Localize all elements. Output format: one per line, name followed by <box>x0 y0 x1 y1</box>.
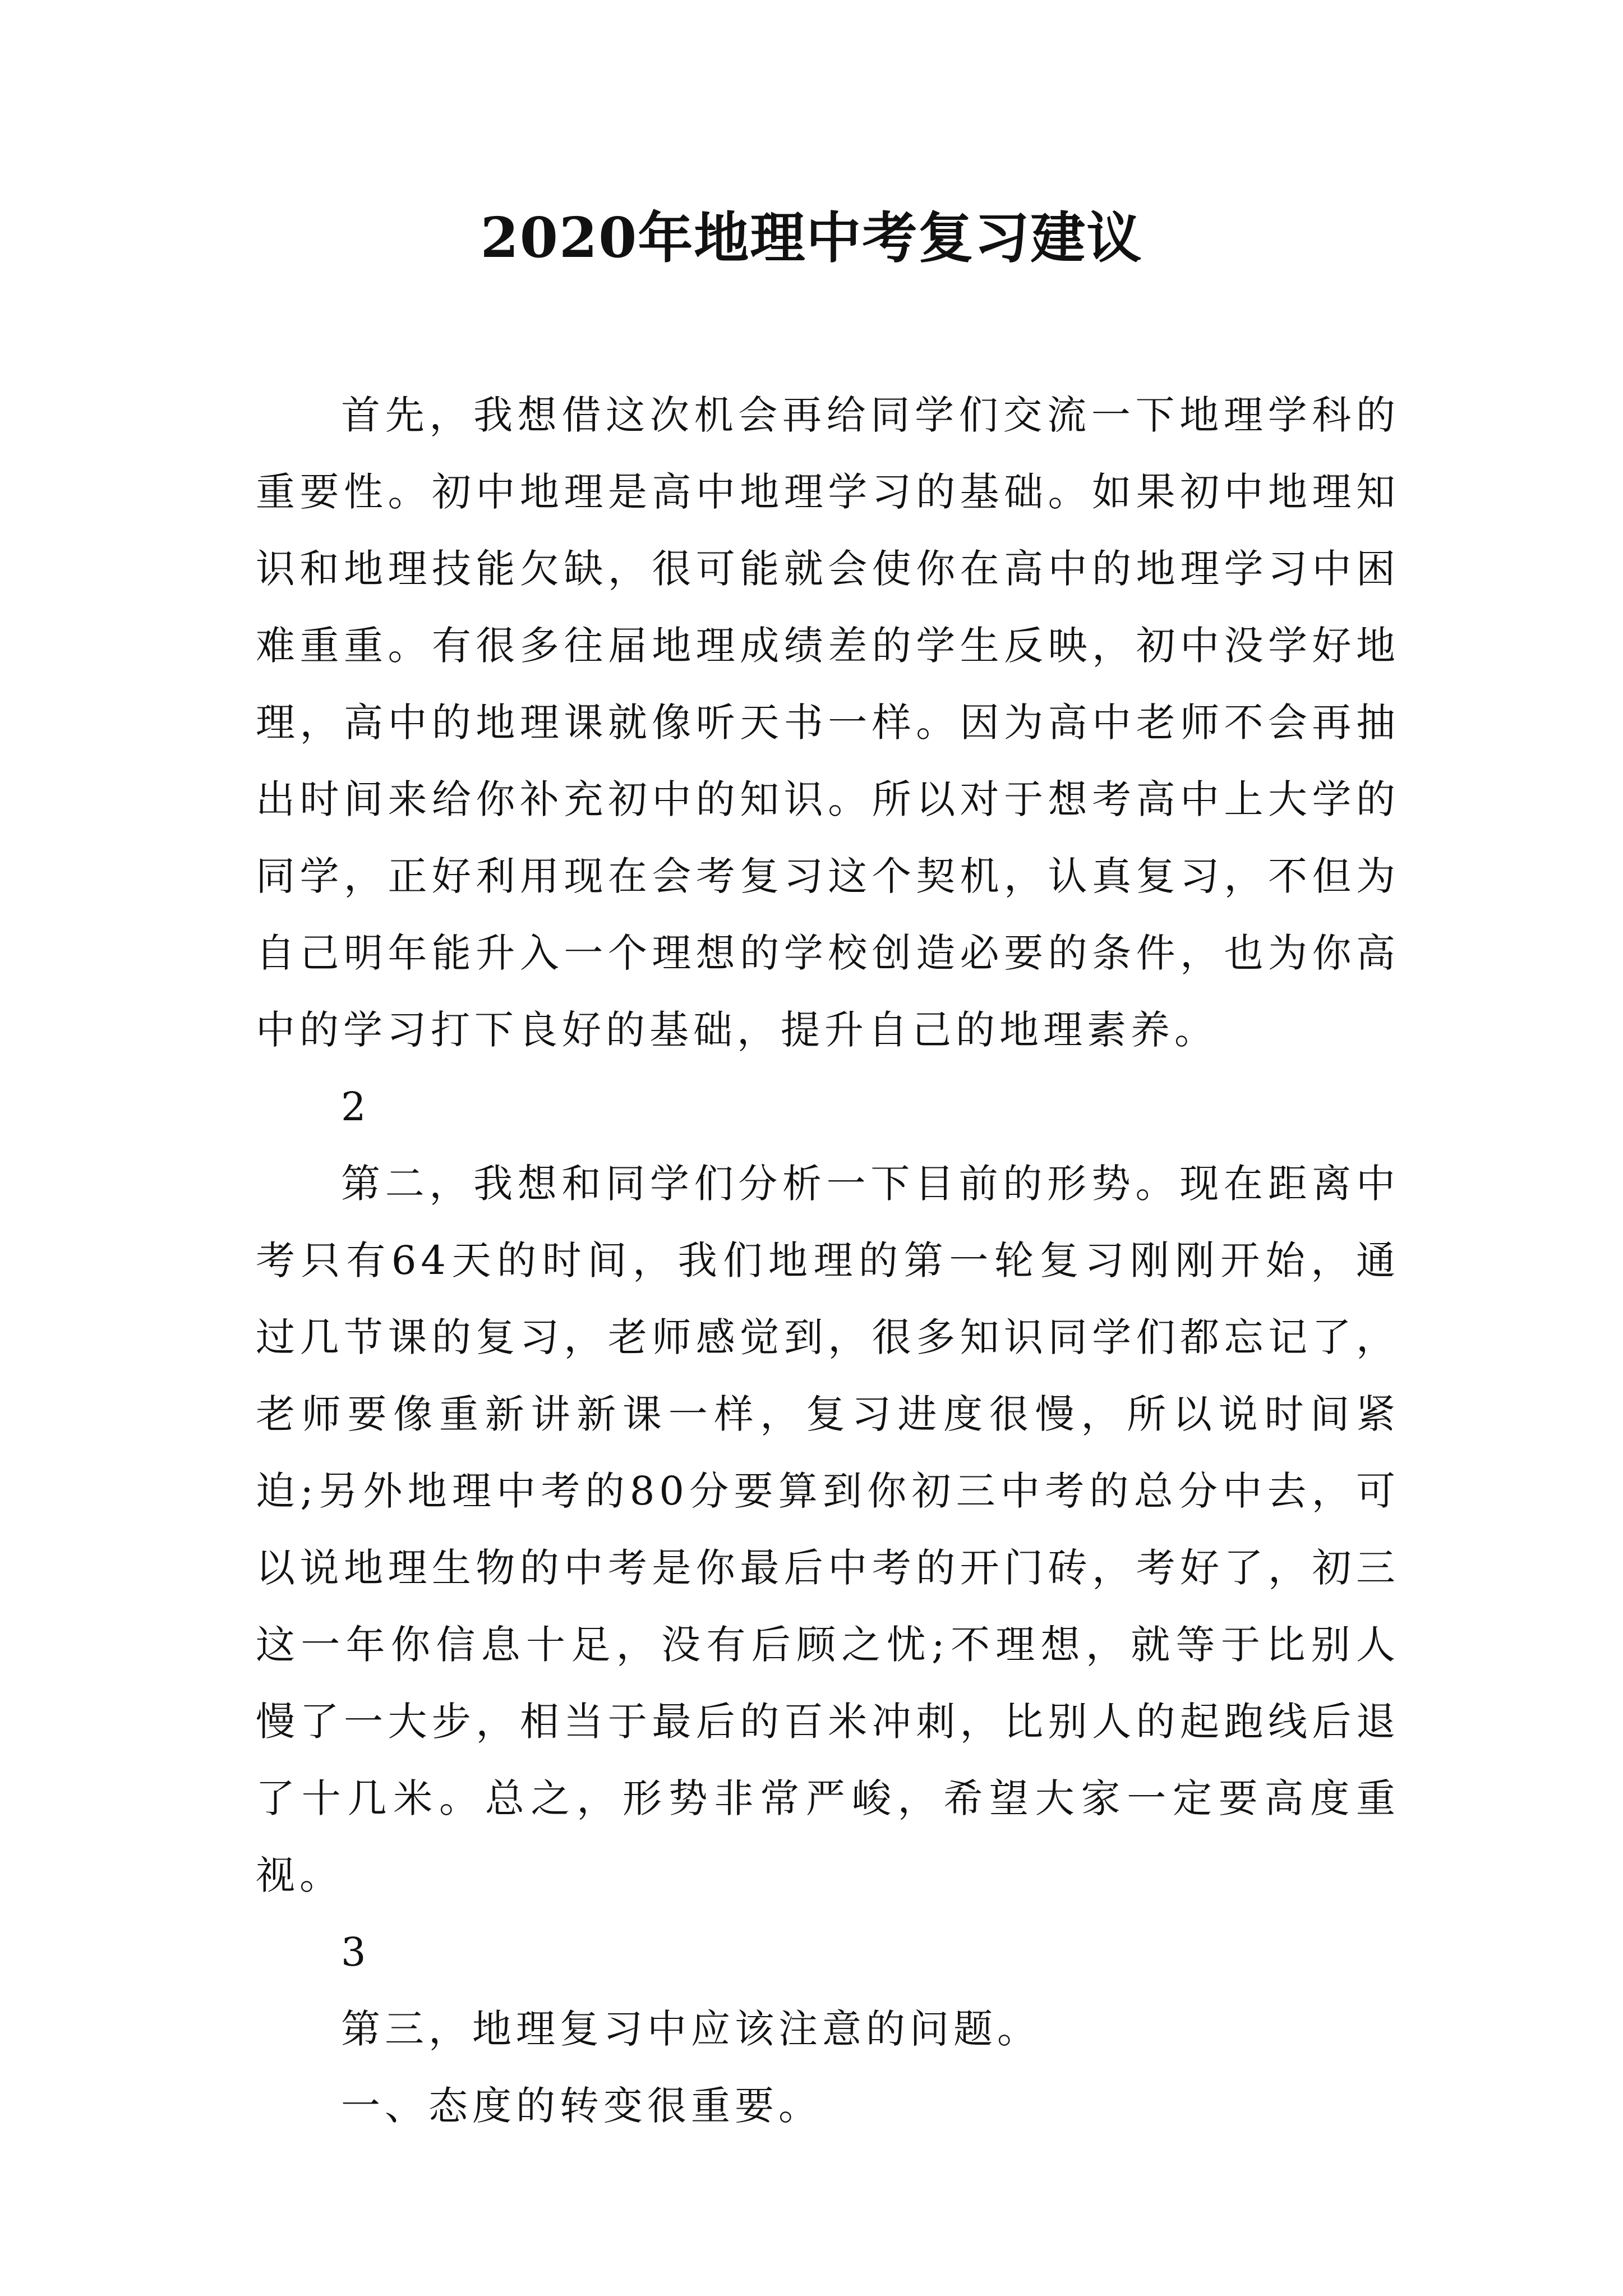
document-title: 2020年地理中考复习建议 <box>480 206 1143 270</box>
paragraph-situation: 第二，我想和同学们分析一下目前的形势。现在距离中考只有64天的时间，我们地理的第一轮复习刚刚开始，通过几节课的复习，老师感觉到，很多知识同学们都忘记了，老师要像重新讲新课一样，复习进度很慢，所以说时间紧迫;另外地理中考的80分要算到你初三中考的总分中去，可以说地理生物的中考是你最后中考的开门砖，考好了，初三这一年你信息十足，没有后顾之忧;不理想，就等于比别人慢了一大步，相当于最后的百米冲刺，比别人的起跑线后退了十几米。总之，形势非常严峻，希望大家一定要高度重视。 <box>256 1161 1400 1898</box>
document-body <box>256 377 1400 2145</box>
section-marker-2: 2 <box>341 1084 366 1130</box>
paragraph-issues: 第三，地理复习中应该注意的问题。 <box>341 2006 1041 2052</box>
section-marker-3: 3 <box>341 1929 366 1975</box>
paragraph-importance: 首先，我想借这次机会再给同学们交流一下地理学科的重要性。初中地理是高中地理学习的基础。如果初中地理知识和地理技能欠缺，很可能就会使你在高中的地理学习中困难重重。有很多往届地理成绩差的学生反映，初中没学好地理，高中的地理课就像听天书一样。因为高中老师不会再抽出时间来给你补充初中的知识。所以对于想考高中上大学的同学，正好利用现在会考复习这个契机，认真复习，不但为自己明年能升入一个理想的学校创造必要的条件，也为你高中的学习打下良好的基础，提升自己的地理素养。 <box>256 392 1400 1053</box>
paragraph-attitude: 一、态度的转变很重要。 <box>341 2083 822 2129</box>
